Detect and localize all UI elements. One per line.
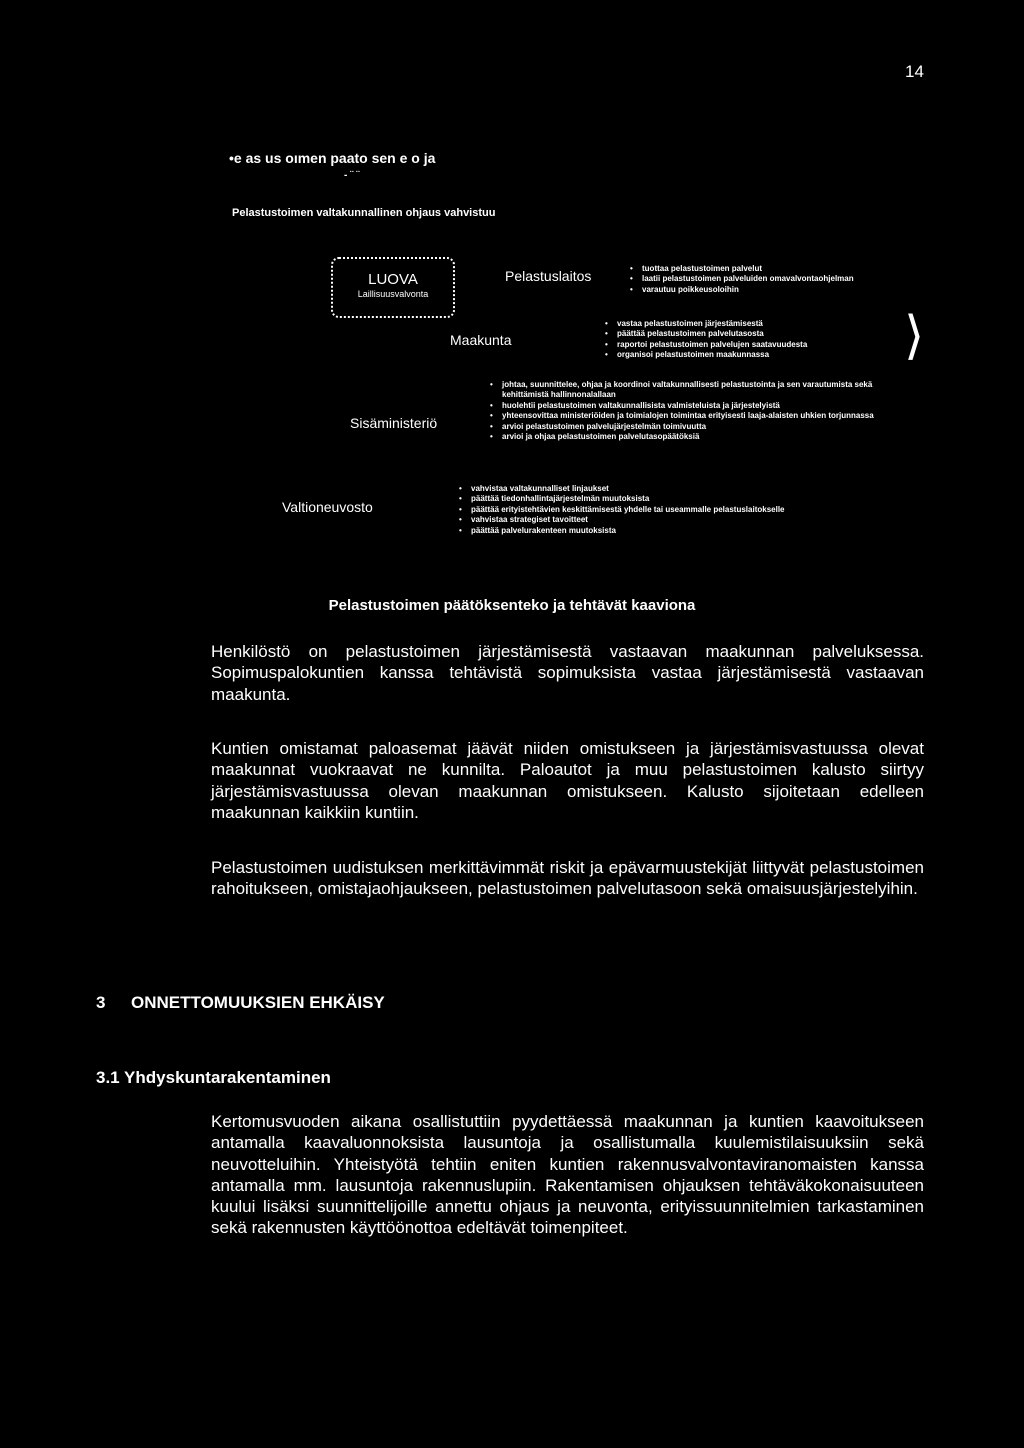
sisaministerio-label: Sisäministeriö bbox=[350, 415, 438, 431]
paragraph: Kuntien omistamat paloasemat jäävät niiden omistukseen ja järjestämisvastuussa olevat maakunnat vuokraavat ne kunnilta. Paloautot ja muu pelastustoimen kalusto siirtyy järjestämisvastuussa olevan maakunnan omistukseen. Kalusto sijoitetaan edelleen maakunnan kaikkiin kuntiin. bbox=[211, 739, 924, 822]
list-item: • arvioi pelastustoimen palvelujärjestelmän toimivuutta bbox=[490, 422, 900, 432]
list-item: • vahvistaa valtakunnalliset linjaukset bbox=[459, 484, 784, 494]
luova-box bbox=[331, 257, 455, 318]
sisaministerio-list bbox=[490, 380, 900, 442]
list-item: • päättää pelastustoimen palvelutasosta bbox=[605, 329, 807, 339]
list-item: • päättää palvelurakenteen muutoksista bbox=[459, 526, 784, 536]
subsection-heading: 3.1 Yhdyskuntarakentaminen bbox=[96, 1068, 331, 1087]
section-number: 3 bbox=[96, 993, 106, 1012]
pelastuslaitos-list bbox=[630, 264, 854, 295]
valtioneuvosto-label: Valtioneuvosto bbox=[282, 499, 373, 515]
pelastuslaitos-label: Pelastuslaitos bbox=[505, 268, 592, 284]
list-item: • päättää erityistehtävien keskittämisestä yhdelle tai useammalle pelastuslaitokselle bbox=[459, 505, 784, 515]
list-item: • huolehtii pelastustoimen valtakunnallisista valmisteluista ja järjestelyistä bbox=[490, 401, 900, 411]
list-item: • vastaa pelastustoimen järjestämisestä bbox=[605, 319, 807, 329]
maakunta-list bbox=[605, 319, 807, 361]
luova-subtitle: Laillisuusvalvonta bbox=[357, 289, 429, 299]
luova-title: LUOVA bbox=[368, 271, 418, 288]
figure-title: •e as us oımen paato sen e o ja bbox=[229, 150, 436, 166]
list-item: • yhteensovittaa ministeriöiden ja toimialojen toimintaa erityisesti laaja-alaisten uhkien torjunnassa bbox=[490, 411, 900, 421]
section-heading bbox=[96, 993, 385, 1013]
right-bracket-icon: ⟩ bbox=[904, 307, 925, 365]
figure-caption: Pelastustoimen päätöksenteko ja tehtävät kaaviona bbox=[328, 597, 696, 614]
paragraph: Pelastustoimen uudistuksen merkittävimmät riskit ja epävarmuustekijät liittyvät pelastustoimen rahoitukseen, omistajaohjaukseen, pelastustoimen palvelutasoon sekä omaisuusjärjestelyihin. bbox=[211, 858, 924, 899]
list-item: • tuottaa pelastustoimen palvelut bbox=[630, 264, 854, 274]
list-item: • arvioi ja ohjaa pelastustoimen palvelutasopäätöksiä bbox=[490, 432, 900, 442]
figure-header: Pelastustoimen valtakunnallinen ohjaus vahvistuu bbox=[232, 207, 496, 219]
page-number: 14 bbox=[905, 62, 924, 81]
list-item: • päättää tiedonhallintajärjestelmän muutoksista bbox=[459, 494, 784, 504]
list-item: • laatii pelastustoimen palveluiden omavalvontaohjelman bbox=[630, 274, 854, 284]
list-item: • johtaa, suunnittelee, ohjaa ja koordinoi valtakunnallisesti pelastustointa ja sen varautumista sekä kehittämistä hallinnonalallaan bbox=[490, 380, 900, 401]
list-item: • raportoi pelastustoimen palvelujen saatavuudesta bbox=[605, 340, 807, 350]
paragraph: Henkilöstö on pelastustoimen järjestämisestä vastaavan maakunnan palveluksessa. Sopimuspalokuntien kanssa tehtävistä sopimuksista vastaa järjestämisestä vastaavan maakunta. bbox=[211, 642, 924, 704]
section-title: ONNETTOMUUKSIEN EHKÄISY bbox=[131, 993, 385, 1012]
valtioneuvosto-list bbox=[459, 484, 784, 536]
figure-subtitle: - ¨ ¨ bbox=[344, 170, 360, 181]
list-item: • organisoi pelastustoimen maakunnassa bbox=[605, 350, 807, 360]
maakunta-label: Maakunta bbox=[450, 332, 512, 348]
list-item: • varautuu poikkeusoloihin bbox=[630, 285, 854, 295]
section-paragraph: Kertomusvuoden aikana osallistuttiin pyydettäessä maakunnan ja kuntien kaavoitukseen antamalla kaavaluonnoksista lausuntoja ja osallistumalla kuulemistilaisuuksiin sekä neuvotteluihin. Yhteistyötä tehtiin eniten kuntien rakennusvalvontaviranomaisten kanssa antamalla mm. lausuntoja rakennuslupiin. Rakentamisen ohjauksen tehtäväkokonaisuuteen kuului lisäksi suunnittelijoille annettu ohjaus ja neuvonta, erityissuunnitelmien tarkastaminen sekä rakennusten käyttöönottoa edeltävät toimenpiteet. bbox=[211, 1112, 924, 1238]
list-item: • vahvistaa strategiset tavoitteet bbox=[459, 515, 784, 525]
